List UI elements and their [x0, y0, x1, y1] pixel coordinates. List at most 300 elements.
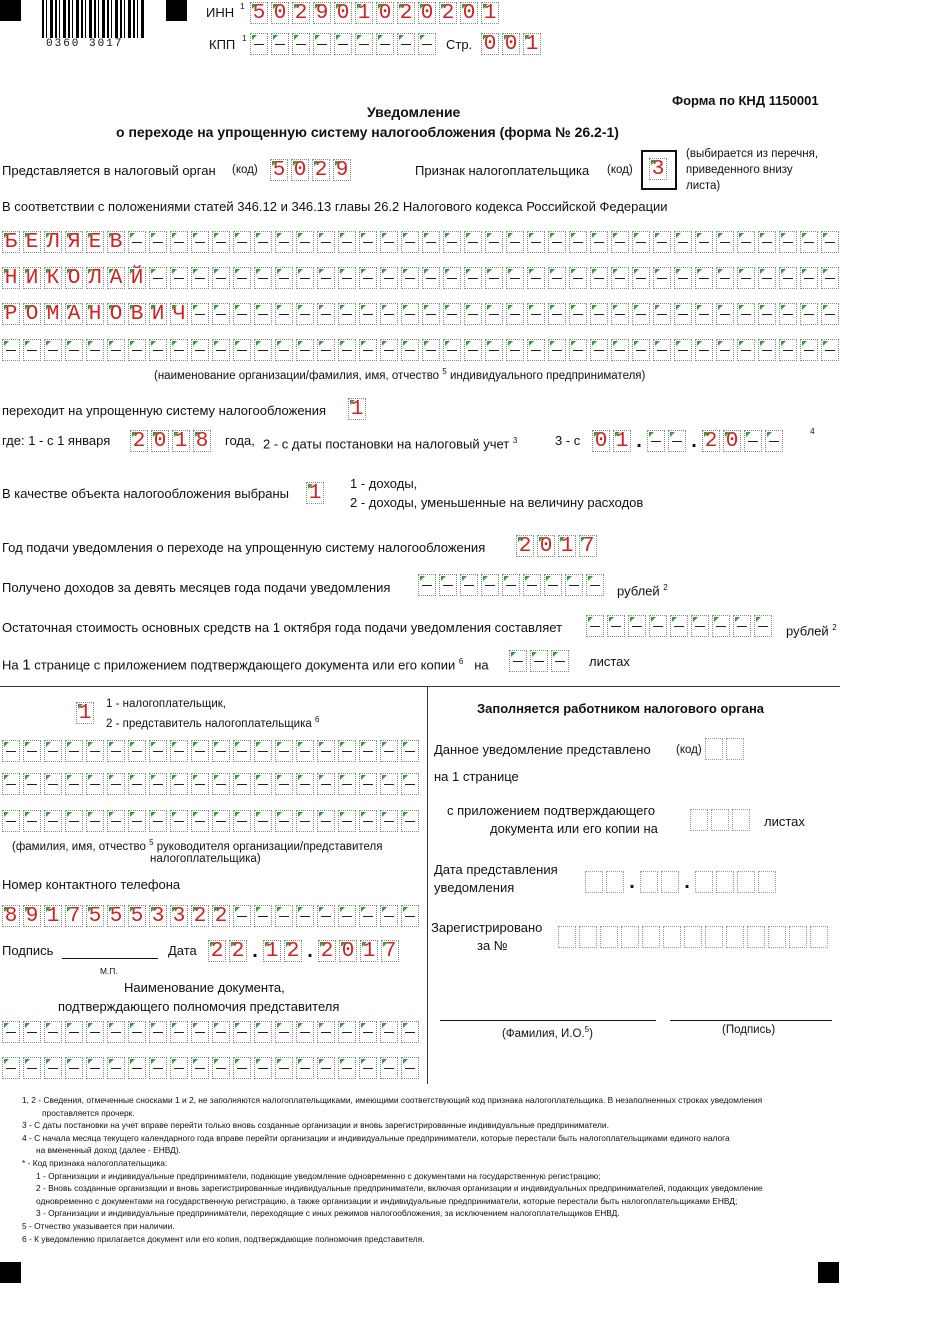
char-cell[interactable]	[296, 773, 314, 795]
income-cells[interactable]	[418, 574, 607, 596]
char-cell[interactable]: 1	[481, 2, 499, 24]
char-cell[interactable]	[422, 303, 440, 325]
char-cell[interactable]	[338, 773, 356, 795]
char-cell[interactable]	[296, 231, 314, 253]
char-cell[interactable]	[128, 1021, 146, 1043]
char-cell[interactable]	[191, 339, 209, 361]
char-cell[interactable]: Б	[2, 231, 20, 253]
char-cell[interactable]	[44, 339, 62, 361]
char-cell[interactable]	[233, 303, 251, 325]
char-cell[interactable]	[254, 231, 272, 253]
char-cell[interactable]	[296, 905, 314, 927]
char-cell[interactable]	[485, 339, 503, 361]
official-kod-cells[interactable]	[705, 738, 747, 760]
char-cell[interactable]	[23, 810, 41, 832]
char-cell[interactable]	[716, 231, 734, 253]
char-cell[interactable]	[338, 267, 356, 289]
char-cell[interactable]	[296, 740, 314, 762]
char-cell[interactable]	[359, 303, 377, 325]
blank-cell[interactable]	[621, 926, 639, 948]
char-cell[interactable]: 9	[23, 905, 41, 927]
residual-cells[interactable]	[586, 615, 775, 637]
char-cell[interactable]	[170, 1057, 188, 1079]
char-cell[interactable]	[254, 905, 272, 927]
char-cell[interactable]	[443, 231, 461, 253]
char-cell[interactable]	[338, 905, 356, 927]
char-cell[interactable]: 7	[579, 535, 597, 557]
char-cell[interactable]	[149, 231, 167, 253]
char-cell[interactable]	[632, 339, 650, 361]
char-cell[interactable]	[212, 339, 230, 361]
object-cells[interactable]	[306, 482, 327, 504]
char-cell[interactable]: Л	[44, 231, 62, 253]
char-cell[interactable]	[653, 231, 671, 253]
char-cell[interactable]: Й	[128, 267, 146, 289]
char-cell[interactable]	[401, 905, 419, 927]
blank-cell[interactable]	[705, 926, 723, 948]
char-cell[interactable]	[254, 773, 272, 795]
char-cell[interactable]	[611, 339, 629, 361]
char-cell[interactable]	[107, 1021, 125, 1043]
sign-year-1[interactable]: 2	[318, 940, 336, 962]
char-cell[interactable]	[149, 810, 167, 832]
signer-name-line-2[interactable]	[2, 773, 422, 795]
char-cell[interactable]: 5	[107, 905, 125, 927]
char-cell[interactable]: 1	[172, 430, 190, 452]
char-cell[interactable]: 1	[44, 905, 62, 927]
char-cell[interactable]	[443, 267, 461, 289]
char-cell[interactable]: 1	[76, 702, 94, 724]
char-cell[interactable]	[695, 303, 713, 325]
char-cell[interactable]	[380, 339, 398, 361]
date-year-4[interactable]	[765, 430, 783, 452]
char-cell[interactable]	[380, 1021, 398, 1043]
char-cell[interactable]: М	[44, 303, 62, 325]
char-cell[interactable]	[355, 33, 373, 55]
phone-cells[interactable]	[2, 905, 422, 927]
char-cell[interactable]	[250, 33, 268, 55]
sign-year-3[interactable]: 1	[360, 940, 378, 962]
char-cell[interactable]: 0	[481, 33, 499, 55]
char-cell[interactable]	[170, 1021, 188, 1043]
char-cell[interactable]	[212, 1021, 230, 1043]
char-cell[interactable]	[254, 267, 272, 289]
char-cell[interactable]: В	[128, 303, 146, 325]
official-date-cell[interactable]	[585, 871, 603, 893]
char-cell[interactable]: И	[149, 303, 167, 325]
transition-year-cells[interactable]	[130, 430, 214, 452]
char-cell[interactable]	[506, 267, 524, 289]
date-month-2[interactable]	[668, 430, 686, 452]
char-cell[interactable]	[271, 33, 289, 55]
blank-cell[interactable]	[789, 926, 807, 948]
char-cell[interactable]	[481, 574, 499, 596]
char-cell[interactable]	[275, 773, 293, 795]
official-sign-line[interactable]	[670, 1020, 832, 1021]
char-cell[interactable]	[212, 303, 230, 325]
char-cell[interactable]	[275, 1021, 293, 1043]
char-cell[interactable]	[502, 574, 520, 596]
inn-cells[interactable]	[250, 2, 502, 24]
date-day-2[interactable]: 1	[613, 430, 631, 452]
char-cell[interactable]	[800, 303, 818, 325]
blank-cell[interactable]	[663, 926, 681, 948]
char-cell[interactable]	[380, 303, 398, 325]
char-cell[interactable]	[317, 810, 335, 832]
char-cell[interactable]	[65, 1057, 83, 1079]
char-cell[interactable]	[254, 1021, 272, 1043]
char-cell[interactable]	[128, 810, 146, 832]
char-cell[interactable]	[653, 339, 671, 361]
date-year-1[interactable]: 2	[702, 430, 720, 452]
char-cell[interactable]	[551, 650, 569, 672]
char-cell[interactable]: 1	[558, 535, 576, 557]
char-cell[interactable]	[44, 1057, 62, 1079]
char-cell[interactable]	[376, 33, 394, 55]
char-cell[interactable]	[611, 303, 629, 325]
char-cell[interactable]	[800, 267, 818, 289]
char-cell[interactable]: К	[44, 267, 62, 289]
char-cell[interactable]	[233, 1021, 251, 1043]
char-cell[interactable]	[821, 339, 839, 361]
char-cell[interactable]	[107, 810, 125, 832]
char-cell[interactable]	[317, 905, 335, 927]
char-cell[interactable]	[380, 810, 398, 832]
blank-cell[interactable]	[768, 926, 786, 948]
char-cell[interactable]	[758, 267, 776, 289]
char-cell[interactable]: А	[65, 303, 83, 325]
char-cell[interactable]	[800, 231, 818, 253]
char-cell[interactable]	[485, 267, 503, 289]
char-cell[interactable]	[2, 810, 20, 832]
char-cell[interactable]: 0	[271, 2, 289, 24]
char-cell[interactable]	[380, 740, 398, 762]
char-cell[interactable]	[2, 1021, 20, 1043]
char-cell[interactable]	[23, 1021, 41, 1043]
sign-month-2[interactable]: 2	[284, 940, 302, 962]
char-cell[interactable]	[317, 339, 335, 361]
char-cell[interactable]	[233, 810, 251, 832]
char-cell[interactable]	[233, 267, 251, 289]
char-cell[interactable]	[401, 740, 419, 762]
char-cell[interactable]	[397, 33, 415, 55]
char-cell[interactable]	[527, 267, 545, 289]
char-cell[interactable]: И	[23, 267, 41, 289]
char-cell[interactable]: 3	[649, 158, 667, 180]
char-cell[interactable]	[233, 231, 251, 253]
char-cell[interactable]	[544, 574, 562, 596]
char-cell[interactable]	[695, 267, 713, 289]
char-cell[interactable]	[296, 1021, 314, 1043]
char-cell[interactable]: 0	[291, 159, 309, 181]
signer-name-line-3[interactable]	[2, 810, 422, 832]
transition-cells[interactable]	[348, 398, 369, 420]
char-cell[interactable]: 2	[439, 2, 457, 24]
pages-cells[interactable]	[509, 650, 572, 672]
official-attach-cell[interactable]	[690, 809, 708, 831]
char-cell[interactable]	[527, 303, 545, 325]
official-fio-line[interactable]	[440, 1020, 656, 1021]
doc-line-1[interactable]	[2, 1021, 422, 1043]
char-cell[interactable]	[422, 231, 440, 253]
char-cell[interactable]	[191, 810, 209, 832]
char-cell[interactable]: 0	[151, 430, 169, 452]
char-cell[interactable]	[779, 303, 797, 325]
char-cell[interactable]	[590, 231, 608, 253]
char-cell[interactable]	[313, 33, 331, 55]
char-cell[interactable]	[191, 231, 209, 253]
char-cell[interactable]	[359, 1057, 377, 1079]
official-date-cell[interactable]	[737, 871, 755, 893]
blank-cell[interactable]	[684, 926, 702, 948]
char-cell[interactable]	[418, 574, 436, 596]
char-cell[interactable]: Н	[86, 303, 104, 325]
tax-authority-cells[interactable]	[270, 159, 354, 181]
char-cell[interactable]	[86, 740, 104, 762]
official-attach-cell[interactable]	[711, 809, 729, 831]
char-cell[interactable]	[212, 810, 230, 832]
char-cell[interactable]: 2	[191, 905, 209, 927]
char-cell[interactable]	[359, 1021, 377, 1043]
sign-year-4[interactable]: 7	[381, 940, 399, 962]
char-cell[interactable]	[170, 231, 188, 253]
char-cell[interactable]	[530, 650, 548, 672]
char-cell[interactable]	[233, 905, 251, 927]
char-cell[interactable]	[509, 650, 527, 672]
char-cell[interactable]	[275, 339, 293, 361]
char-cell[interactable]	[44, 1021, 62, 1043]
char-cell[interactable]	[275, 810, 293, 832]
char-cell[interactable]	[149, 1057, 167, 1079]
char-cell[interactable]	[128, 773, 146, 795]
char-cell[interactable]	[65, 740, 83, 762]
char-cell[interactable]	[149, 267, 167, 289]
char-cell[interactable]	[632, 231, 650, 253]
kpp-cells[interactable]	[250, 33, 439, 55]
char-cell[interactable]	[586, 615, 604, 637]
char-cell[interactable]	[296, 339, 314, 361]
char-cell[interactable]	[317, 740, 335, 762]
sign-date[interactable]	[208, 940, 402, 963]
char-cell[interactable]: Е	[23, 231, 41, 253]
char-cell[interactable]	[254, 810, 272, 832]
name-line-1[interactable]	[2, 231, 842, 253]
char-cell[interactable]	[401, 231, 419, 253]
char-cell[interactable]	[212, 773, 230, 795]
char-cell[interactable]	[779, 339, 797, 361]
char-cell[interactable]	[275, 740, 293, 762]
signer-name-line-1[interactable]	[2, 740, 422, 762]
char-cell[interactable]	[712, 615, 730, 637]
char-cell[interactable]	[296, 303, 314, 325]
char-cell[interactable]: 0	[334, 2, 352, 24]
char-cell[interactable]	[233, 1057, 251, 1079]
char-cell[interactable]	[737, 339, 755, 361]
char-cell[interactable]	[506, 231, 524, 253]
char-cell[interactable]	[590, 267, 608, 289]
char-cell[interactable]: 0	[418, 2, 436, 24]
char-cell[interactable]	[317, 267, 335, 289]
char-cell[interactable]	[464, 303, 482, 325]
char-cell[interactable]	[317, 773, 335, 795]
official-date-cell[interactable]	[661, 871, 679, 893]
char-cell[interactable]: 2	[397, 2, 415, 24]
char-cell[interactable]	[275, 231, 293, 253]
char-cell[interactable]: 9	[313, 2, 331, 24]
char-cell[interactable]	[439, 574, 457, 596]
char-cell[interactable]: В	[107, 231, 125, 253]
name-line-3[interactable]	[2, 303, 842, 325]
char-cell[interactable]	[716, 303, 734, 325]
char-cell[interactable]	[317, 1057, 335, 1079]
char-cell[interactable]	[523, 574, 541, 596]
char-cell[interactable]	[527, 339, 545, 361]
char-cell[interactable]: О	[107, 303, 125, 325]
char-cell[interactable]	[296, 267, 314, 289]
char-cell[interactable]	[254, 339, 272, 361]
char-cell[interactable]	[338, 339, 356, 361]
char-cell[interactable]	[380, 1057, 398, 1079]
char-cell[interactable]	[506, 339, 524, 361]
char-cell[interactable]	[338, 1021, 356, 1043]
char-cell[interactable]	[737, 267, 755, 289]
char-cell[interactable]	[800, 339, 818, 361]
char-cell[interactable]	[821, 267, 839, 289]
char-cell[interactable]	[317, 303, 335, 325]
char-cell[interactable]	[422, 339, 440, 361]
char-cell[interactable]	[586, 574, 604, 596]
char-cell[interactable]	[107, 773, 125, 795]
blank-cell[interactable]	[579, 926, 597, 948]
char-cell[interactable]	[191, 267, 209, 289]
char-cell[interactable]: 8	[193, 430, 211, 452]
char-cell[interactable]	[821, 231, 839, 253]
char-cell[interactable]	[2, 339, 20, 361]
char-cell[interactable]: 1	[306, 482, 324, 504]
char-cell[interactable]	[611, 267, 629, 289]
char-cell[interactable]	[464, 231, 482, 253]
char-cell[interactable]	[170, 740, 188, 762]
char-cell[interactable]	[275, 1057, 293, 1079]
char-cell[interactable]	[170, 339, 188, 361]
char-cell[interactable]: 2	[130, 430, 148, 452]
char-cell[interactable]: 0	[376, 2, 394, 24]
char-cell[interactable]: 1	[355, 2, 373, 24]
blank-cell[interactable]	[747, 926, 765, 948]
char-cell[interactable]	[674, 231, 692, 253]
char-cell[interactable]	[212, 267, 230, 289]
char-cell[interactable]	[380, 773, 398, 795]
official-date-cell[interactable]	[640, 871, 658, 893]
char-cell[interactable]	[44, 773, 62, 795]
char-cell[interactable]: 8	[2, 905, 20, 927]
char-cell[interactable]	[359, 231, 377, 253]
sign-day-2[interactable]: 2	[229, 940, 247, 962]
char-cell[interactable]	[649, 615, 667, 637]
char-cell[interactable]: 0	[502, 33, 520, 55]
char-cell[interactable]	[569, 303, 587, 325]
char-cell[interactable]	[338, 740, 356, 762]
date-day-1[interactable]: 0	[592, 430, 610, 452]
char-cell[interactable]	[107, 1057, 125, 1079]
char-cell[interactable]	[422, 267, 440, 289]
char-cell[interactable]	[691, 615, 709, 637]
char-cell[interactable]	[607, 615, 625, 637]
char-cell[interactable]	[296, 810, 314, 832]
char-cell[interactable]	[733, 615, 751, 637]
char-cell[interactable]	[212, 740, 230, 762]
char-cell[interactable]	[611, 231, 629, 253]
name-line-4[interactable]	[2, 339, 842, 361]
char-cell[interactable]	[334, 33, 352, 55]
sign-month-1[interactable]: 1	[263, 940, 281, 962]
char-cell[interactable]	[758, 339, 776, 361]
char-cell[interactable]	[401, 1021, 419, 1043]
char-cell[interactable]	[86, 1021, 104, 1043]
char-cell[interactable]	[758, 303, 776, 325]
official-attach-cells[interactable]	[690, 809, 753, 831]
char-cell[interactable]	[779, 267, 797, 289]
official-kod-cell[interactable]	[726, 738, 744, 760]
char-cell[interactable]: 7	[65, 905, 83, 927]
char-cell[interactable]: Я	[65, 231, 83, 253]
char-cell[interactable]: О	[65, 267, 83, 289]
date-year-2[interactable]: 0	[723, 430, 741, 452]
char-cell[interactable]	[191, 1021, 209, 1043]
char-cell[interactable]	[716, 339, 734, 361]
char-cell[interactable]	[338, 1057, 356, 1079]
official-date-cell[interactable]	[758, 871, 776, 893]
char-cell[interactable]: 5	[270, 159, 288, 181]
char-cell[interactable]	[292, 33, 310, 55]
char-cell[interactable]	[86, 773, 104, 795]
char-cell[interactable]	[737, 231, 755, 253]
char-cell[interactable]: 5	[128, 905, 146, 927]
char-cell[interactable]	[338, 303, 356, 325]
char-cell[interactable]	[254, 740, 272, 762]
char-cell[interactable]	[359, 905, 377, 927]
char-cell[interactable]	[170, 773, 188, 795]
char-cell[interactable]	[254, 1057, 272, 1079]
char-cell[interactable]	[590, 303, 608, 325]
official-date-cells[interactable]	[585, 871, 779, 894]
blank-cell[interactable]	[726, 926, 744, 948]
char-cell[interactable]	[464, 267, 482, 289]
blank-cell[interactable]	[810, 926, 828, 948]
char-cell[interactable]: 5	[86, 905, 104, 927]
char-cell[interactable]	[86, 1057, 104, 1079]
char-cell[interactable]	[128, 339, 146, 361]
char-cell[interactable]	[548, 231, 566, 253]
char-cell[interactable]	[569, 339, 587, 361]
char-cell[interactable]	[170, 267, 188, 289]
char-cell[interactable]	[149, 339, 167, 361]
char-cell[interactable]	[506, 303, 524, 325]
char-cell[interactable]: Ч	[170, 303, 188, 325]
char-cell[interactable]	[338, 231, 356, 253]
char-cell[interactable]	[275, 905, 293, 927]
char-cell[interactable]	[779, 231, 797, 253]
char-cell[interactable]: Н	[2, 267, 20, 289]
char-cell[interactable]	[23, 773, 41, 795]
char-cell[interactable]	[254, 303, 272, 325]
char-cell[interactable]	[65, 773, 83, 795]
char-cell[interactable]	[2, 740, 20, 762]
char-cell[interactable]	[296, 1057, 314, 1079]
char-cell[interactable]	[44, 740, 62, 762]
char-cell[interactable]	[527, 231, 545, 253]
char-cell[interactable]: 9	[333, 159, 351, 181]
